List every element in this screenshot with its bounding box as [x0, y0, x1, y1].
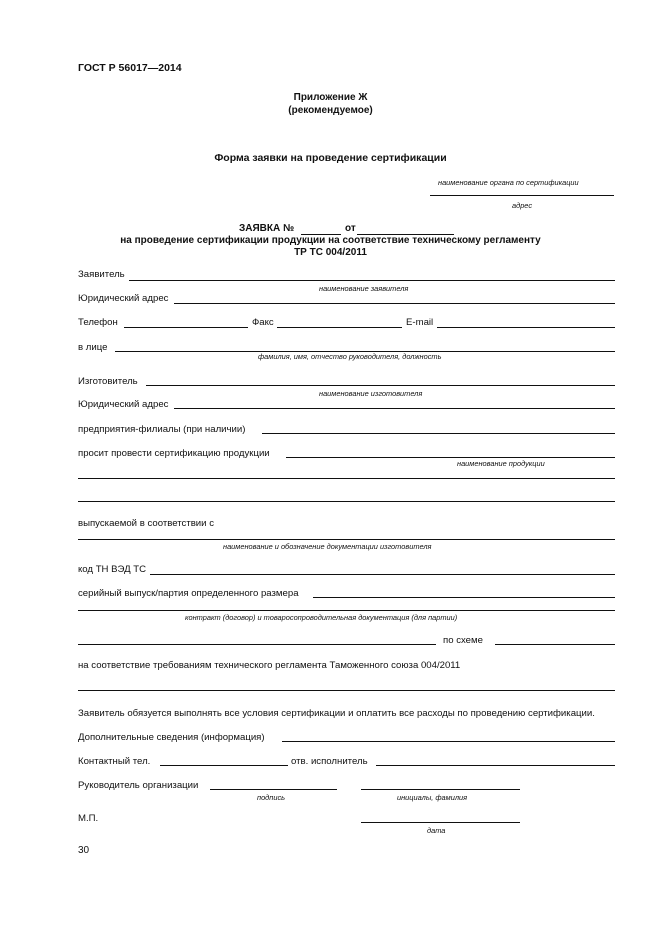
request-subject: на проведение сертификации продукции на соответствие техническому регламенту: [120, 235, 541, 246]
form-title: Форма заявки на проведение сертификации: [214, 152, 447, 164]
date-caption: дата: [427, 826, 446, 835]
additional-info-line[interactable]: [282, 741, 615, 742]
applicant-label: Заявитель: [78, 269, 125, 280]
contract-caption: контракт (договор) и товаросопроводительная документация (для партии): [185, 613, 458, 622]
serial-batch-line[interactable]: [313, 597, 615, 598]
serial-batch-label: серийный выпуск/партия определенного размера: [78, 588, 299, 599]
documentation-line[interactable]: [78, 539, 615, 540]
documentation-caption: наименование и обозначение документации изготовителя: [223, 542, 432, 551]
org-caption: наименование органа по сертификации: [438, 178, 579, 187]
fax-label: Факс: [252, 317, 274, 328]
request-number-label: ЗАЯВКА №: [239, 223, 295, 234]
fax-line[interactable]: [277, 327, 402, 328]
product-line[interactable]: [286, 457, 615, 458]
product-caption: наименование продукции: [457, 459, 545, 468]
compliance-text: на соответствие требованиям технического регламента Таможенного союза 004/2011: [78, 660, 461, 671]
phone-line[interactable]: [124, 327, 248, 328]
address-line[interactable]: [430, 195, 614, 196]
email-line[interactable]: [437, 327, 615, 328]
standard-code: ГОСТ Р 56017—2014: [78, 62, 182, 74]
scheme-prefix-line[interactable]: [78, 644, 436, 645]
manufacturer-caption: наименование изготовителя: [319, 389, 423, 398]
product-request-label: просит провести сертификацию продукции: [78, 448, 270, 459]
request-from-label: от: [345, 223, 356, 234]
appendix-title: Приложение Ж: [293, 92, 368, 103]
produced-per-label: выпускаемой в соответствии с: [78, 518, 214, 529]
page-number: 30: [78, 845, 90, 856]
initials-line[interactable]: [361, 789, 520, 790]
legal-address-line[interactable]: [174, 303, 615, 304]
compliance-line[interactable]: [78, 690, 615, 691]
represented-caption: фамилия, имя, отчество руководителя, должность: [258, 352, 442, 361]
contract-line[interactable]: [78, 610, 615, 611]
product-extra-line-1[interactable]: [78, 478, 615, 479]
applicant-line[interactable]: [129, 280, 615, 281]
manufacturer-label: Изготовитель: [78, 376, 138, 387]
initials-caption: инициалы, фамилия: [397, 793, 468, 802]
scheme-label: по схеме: [443, 635, 483, 646]
date-line[interactable]: [361, 822, 520, 823]
responsible-label: отв. исполнитель: [291, 756, 368, 767]
contact-phone-label: Контактный тел.: [78, 756, 151, 767]
contact-phone-line[interactable]: [160, 765, 288, 766]
branches-line[interactable]: [262, 433, 615, 434]
phone-label: Телефон: [78, 317, 118, 328]
legal-address-2-line[interactable]: [174, 408, 615, 409]
manufacturer-line[interactable]: [146, 385, 615, 386]
request-regulation: ТР ТС 004/2011: [294, 247, 367, 258]
product-extra-line-2[interactable]: [78, 501, 615, 502]
scheme-line[interactable]: [495, 644, 615, 645]
obligation-text: Заявитель обязуется выполнять все условия сертификации и оплатить все расходы по проведению сертификации.: [78, 708, 595, 719]
signature-caption: подпись: [257, 793, 286, 802]
applicant-caption: наименование заявителя: [319, 284, 409, 293]
represented-label: в лице: [78, 342, 108, 353]
stamp-label: М.П.: [78, 813, 99, 824]
additional-info-label: Дополнительные сведения (информация): [78, 732, 265, 743]
email-label: E-mail: [406, 317, 434, 328]
legal-address-2-label: Юридический адрес: [78, 399, 169, 410]
head-label: Руководитель организации: [78, 780, 199, 791]
hs-code-label: код ТН ВЭД ТС: [78, 564, 147, 575]
address-caption: адрес: [512, 201, 533, 210]
responsible-line[interactable]: [376, 765, 615, 766]
legal-address-label: Юридический адрес: [78, 293, 169, 304]
appendix-note: (рекомендуемое): [288, 105, 373, 116]
branches-label: предприятия-филиалы (при наличии): [78, 424, 246, 435]
signature-line[interactable]: [210, 789, 337, 790]
hs-code-line[interactable]: [150, 574, 615, 575]
